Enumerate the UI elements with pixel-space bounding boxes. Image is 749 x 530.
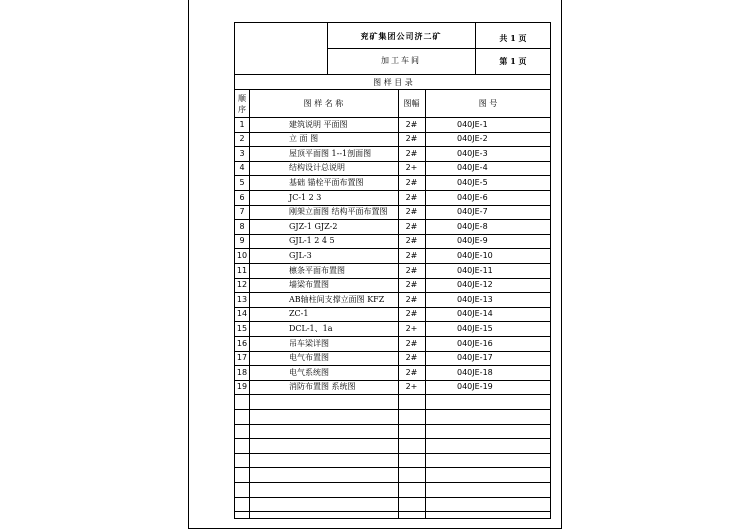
table-cell-seq: 8 xyxy=(239,221,245,231)
table-cell-name: ZC-1 xyxy=(289,309,309,319)
table-cell-name: AB轴柱间支撑立面图 KFZ xyxy=(289,294,385,304)
table-cell-name: 立 面 图 xyxy=(289,134,319,144)
column-divider xyxy=(249,89,250,519)
table-cell-name: 墙梁布置图 xyxy=(289,280,329,290)
row-line xyxy=(235,380,551,381)
table-cell-size: 2# xyxy=(405,177,418,187)
row-line xyxy=(235,321,551,322)
table-cell-seq: 11 xyxy=(236,265,248,275)
table-cell-seq: 14 xyxy=(236,309,248,319)
table-cell-seq: 17 xyxy=(236,353,248,363)
header-mid-line xyxy=(327,48,551,49)
table-cell-seq: 4 xyxy=(239,163,245,173)
row-line xyxy=(235,307,551,308)
table-cell-code: 040JE-15 xyxy=(457,323,493,333)
table-cell-code: 040JE-8 xyxy=(457,221,488,231)
table-cell-size: 2+ xyxy=(405,382,418,392)
catalog-title: 图 样 目 录 xyxy=(373,78,413,87)
table-cell-name: JC-1 2 3 xyxy=(289,192,322,202)
table-cell-code: 040JE-13 xyxy=(457,294,493,304)
row-line xyxy=(235,351,551,352)
row-line xyxy=(235,467,551,468)
table-cell-code: 040JE-6 xyxy=(457,192,488,202)
table-cell-seq: 12 xyxy=(236,280,248,290)
col-header-name: 图 样 名 称 xyxy=(303,99,344,108)
table-cell-size: 2# xyxy=(405,236,418,246)
row-line xyxy=(235,190,551,191)
column-divider xyxy=(425,89,426,519)
table-cell-seq: 13 xyxy=(236,294,248,304)
row-line xyxy=(235,219,551,220)
table-cell-code: 040JE-9 xyxy=(457,236,488,246)
table-cell-name: GJL-3 xyxy=(289,250,312,260)
table-cell-seq: 16 xyxy=(236,338,248,348)
row-line xyxy=(235,409,551,410)
table-cell-code: 040JE-12 xyxy=(457,280,493,290)
table-cell-name: GJL-1 2 4 5 xyxy=(289,236,335,246)
row-line xyxy=(235,424,551,425)
row-line xyxy=(235,161,551,162)
table-cell-size: 2# xyxy=(405,207,418,217)
row-line xyxy=(235,175,551,176)
title-bottom-line xyxy=(235,89,551,90)
table-cell-seq: 9 xyxy=(239,236,245,246)
table-cell-seq: 19 xyxy=(236,382,248,392)
table-cell-code: 040JE-3 xyxy=(457,148,488,158)
table-cell-name: 刚架立面图 结构平面布置图 xyxy=(289,207,388,217)
table-cell-name: 电气布置图 xyxy=(289,353,329,363)
table-cell-name: 消防布置图 系统图 xyxy=(289,382,356,392)
table-cell-seq: 2 xyxy=(239,134,245,144)
row-line xyxy=(235,511,551,512)
table-cell-code: 040JE-16 xyxy=(457,338,493,348)
header-row-line xyxy=(235,117,551,118)
table-cell-seq: 18 xyxy=(236,367,248,377)
table-cell-name: DCL-1、1a xyxy=(289,323,333,333)
table-cell-size: 2# xyxy=(405,119,418,129)
table-cell-name: 屋顶平面图 1--1剖面图 xyxy=(289,148,372,158)
table-cell-code: 040JE-1 xyxy=(457,119,488,129)
table-cell-code: 040JE-2 xyxy=(457,134,488,144)
table-cell-seq: 10 xyxy=(236,250,248,260)
table-cell-size: 2# xyxy=(405,280,418,290)
table-cell-code: 040JE-14 xyxy=(457,309,493,319)
row-line xyxy=(235,497,551,498)
row-line xyxy=(235,292,551,293)
catalog-sheet xyxy=(234,22,551,519)
col-header-size: 图幅 xyxy=(403,99,420,108)
row-line xyxy=(235,365,551,366)
table-cell-seq: 3 xyxy=(239,148,245,158)
table-cell-seq: 1 xyxy=(239,119,245,129)
table-cell-size: 2# xyxy=(405,148,418,158)
table-cell-seq: 7 xyxy=(239,207,245,217)
table-cell-name: 基础 锚栓平面布置图 xyxy=(289,177,364,187)
row-line xyxy=(235,248,551,249)
row-line xyxy=(235,234,551,235)
table-cell-name: 檩条平面布置图 xyxy=(289,265,345,275)
row-line xyxy=(235,336,551,337)
table-cell-name: 建筑说明 平面图 xyxy=(289,119,348,129)
table-cell-size: 2# xyxy=(405,221,418,231)
table-cell-name: GJZ-1 GJZ-2 xyxy=(289,221,338,231)
table-cell-seq: 15 xyxy=(236,323,248,333)
table-cell-size: 2# xyxy=(405,367,418,377)
row-line xyxy=(235,263,551,264)
table-cell-code: 040JE-4 xyxy=(457,163,488,173)
workshop-name: 加工车间 xyxy=(381,56,421,65)
col-header-seq: 顺 序 xyxy=(238,94,246,114)
row-line xyxy=(235,146,551,147)
table-cell-code: 040JE-17 xyxy=(457,353,493,363)
row-line xyxy=(235,482,551,483)
table-cell-size: 2+ xyxy=(405,323,418,333)
company-name: 兖矿集团公司济二矿 xyxy=(360,31,442,41)
total-pages: 共 1 页 xyxy=(499,33,527,43)
table-cell-size: 2+ xyxy=(405,163,418,173)
table-cell-code: 040JE-19 xyxy=(457,382,493,392)
table-cell-seq: 5 xyxy=(239,177,245,187)
row-line xyxy=(235,205,551,206)
table-cell-code: 040JE-11 xyxy=(457,265,493,275)
table-cell-name: 结构设计总说明 xyxy=(289,163,345,173)
row-line xyxy=(235,132,551,133)
table-cell-size: 2# xyxy=(405,338,418,348)
header-bottom-line xyxy=(235,74,551,75)
row-line xyxy=(235,278,551,279)
col-header-code: 图 号 xyxy=(478,99,498,108)
page-number: 第 1 页 xyxy=(499,56,527,66)
row-line xyxy=(235,453,551,454)
table-cell-size: 2# xyxy=(405,192,418,202)
table-cell-code: 040JE-7 xyxy=(457,207,488,217)
table-cell-name: 电气系统图 xyxy=(289,367,329,377)
table-cell-name: 吊车梁详图 xyxy=(289,338,329,348)
table-cell-code: 040JE-10 xyxy=(457,250,493,260)
table-cell-size: 2# xyxy=(405,250,418,260)
table-cell-size: 2# xyxy=(405,294,418,304)
table-cell-size: 2# xyxy=(405,265,418,275)
table-cell-code: 040JE-5 xyxy=(457,177,488,187)
row-line xyxy=(235,394,551,395)
table-cell-code: 040JE-18 xyxy=(457,367,493,377)
table-cell-size: 2# xyxy=(405,309,418,319)
table-cell-size: 2# xyxy=(405,134,418,144)
table-cell-size: 2# xyxy=(405,353,418,363)
row-line xyxy=(235,438,551,439)
table-cell-seq: 6 xyxy=(239,192,245,202)
